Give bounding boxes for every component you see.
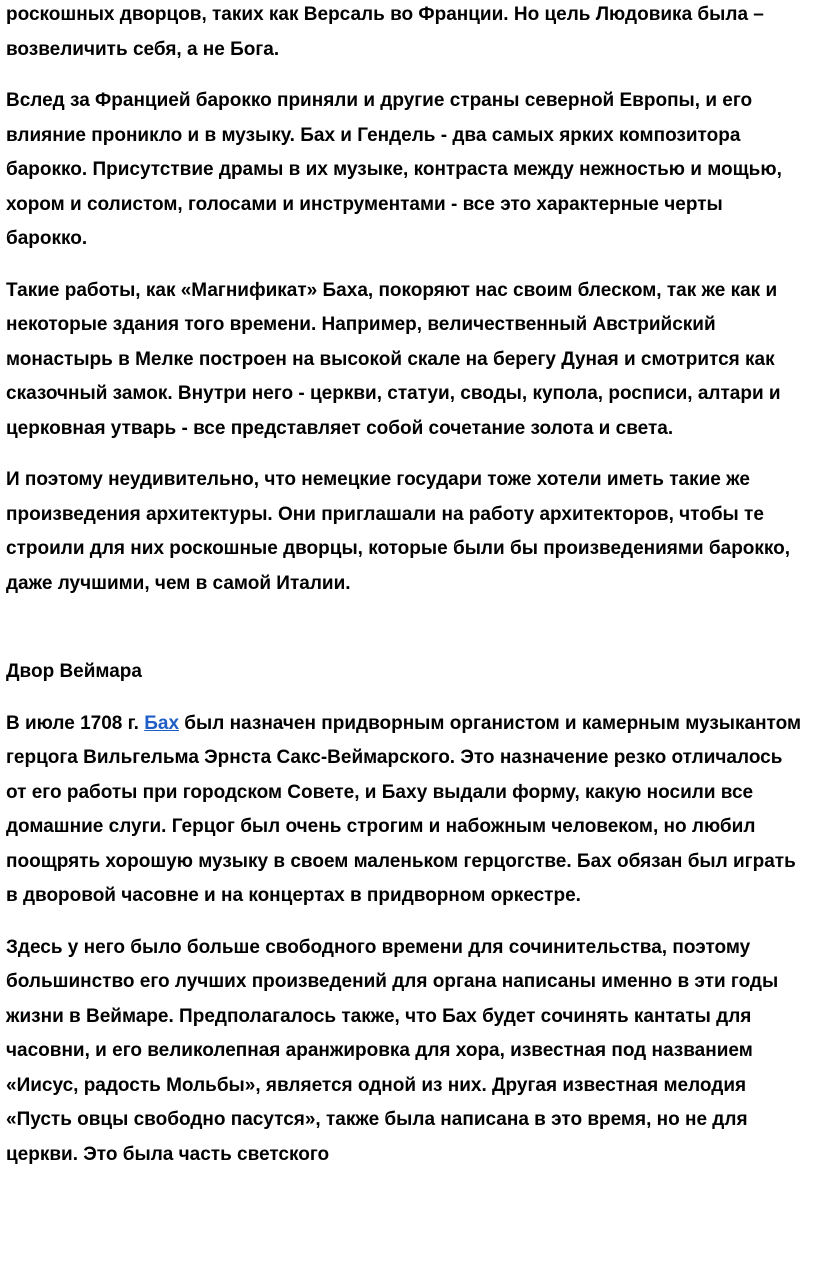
paragraph-german-rulers: И поэтому неудивительно, что немецкие государи тоже хотели иметь такие же произведения архитектуры. Они приглашали на работу архитекторов, чтобы те строили для них роскошные дворцы, которые были бы произведениями барокко, даже лучшими, чем в самой Италии. — [6, 469, 791, 594]
paragraph-composition-time: Здесь у него было больше свободного времени для сочинительства, поэтому большинство его лучших произведений для органа написаны именно в эти годы жизни в Веймаре. Предполагалось также, что Бах будет сочинять кантаты для часовни, и его великолепная аранжировка для хора, известная под названием «Иисус, радость Мольбы», является одной из них. Другая известная мелодия «Пусть овцы свободно пасутся», также была написана в это время, но не для церкви. Это была часть светского — [6, 936, 779, 1165]
paragraph-baroque-music: Вслед за Францией барокко приняли и другие страны северной Европы, и его влияние проникло и в музыку. Бах и Гендель - два самых ярких композитора барокко. Присутствие драмы в их музыке, контраста между нежностью и мощью, хором и солистом, голосами и инструментами - все это характерные черты барокко. — [6, 90, 782, 249]
paragraph-magnificat: Такие работы, как «Магнификат» Баха, покоряют нас своим блеском, так же как и некоторые здания того времени. Например, величественный Австрийский монастырь в Мелке построен на высокой скале на берегу Дуная и смотрится как сказочный замок. Внутри него - церкви, статуи, своды, купола, росписи, алтари и церковная утварь - все представляет собой сочетание золота и света. — [6, 279, 781, 439]
paragraph-text-after-link: был назначен придворным органистом и камерным музыкантом герцога Вильгельма Эрнста Сакс-Веймарского. Это назначение резко отличалось от его работы при городском Совете, и Баху выдали форму, какую носили все домашние слуги. Герцог был очень строгим и набожным человеком, но любил поощрять хорошую музыку в своем маленьком герцогстве. Бах обязан был играть в дворовой часовне и на концертах в придворном оркестре. — [6, 712, 802, 906]
section-heading: Двор Веймара — [6, 661, 142, 682]
paragraph-text-before-link: В июле 1708 г. — [6, 712, 145, 734]
empty-line — [6, 618, 806, 655]
paragraph-weimar-appointment — [6, 707, 806, 914]
bach-link[interactable]: Бах — [144, 712, 180, 734]
paragraph-versailles: роскошных дворцов, таких как Версаль во Франции. Но цель Людовика была – возвеличить себя, а не Бога. — [6, 4, 764, 60]
